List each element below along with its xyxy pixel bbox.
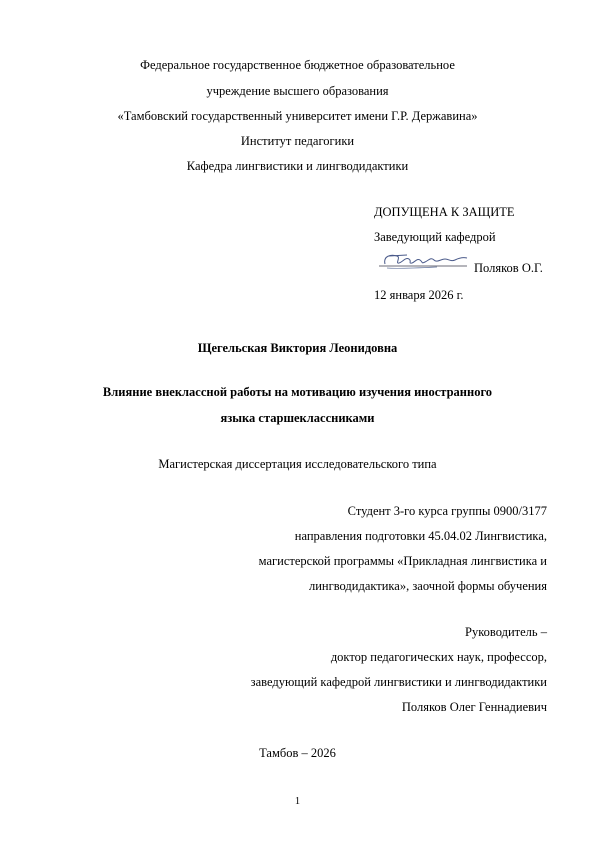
author-name: Щегельская Виктория Леонидовна <box>197 341 398 355</box>
signature-icon <box>377 250 469 272</box>
student-line-4: лингводидактика», заочной формы обучения <box>308 579 547 593</box>
supervisor-line-1: Руководитель – <box>465 625 547 639</box>
student-line-2: направления подготовки 45.04.02 Лингвистика, <box>294 529 547 543</box>
supervisor-line-3: заведующий кафедрой лингвистики и лингводидактики <box>250 675 547 689</box>
student-line-1: Студент 3-го курса группы 0900/3177 <box>347 504 547 518</box>
approval-date: 12 января 2026 г. <box>374 288 464 302</box>
student-line-3: магистерской программы «Прикладная лингвистика и <box>258 554 547 568</box>
department-name: Кафедра лингвистики и лингводидактики <box>186 159 409 173</box>
institution-line-2: учреждение высшего образования <box>206 84 389 98</box>
supervisor-line-4: Поляков Олег Геннадиевич <box>401 700 547 714</box>
institution-line-1: Федеральное государственное бюджетное образовательное <box>140 58 455 72</box>
page-number: 1 <box>294 796 301 807</box>
city-year: Тамбов – 2026 <box>259 746 336 760</box>
thesis-title-line-2: языка старшеклассниками <box>220 411 375 425</box>
work-type: Магистерская диссертация исследовательского типа <box>158 457 437 471</box>
supervisor-line-2: доктор педагогических наук, профессор, <box>330 650 547 664</box>
approval-role: Заведующий кафедрой <box>374 230 496 244</box>
institution-line-3: «Тамбовский государственный университет имени Г.Р. Державина» <box>117 109 478 123</box>
approval-status: ДОПУЩЕНА К ЗАЩИТЕ <box>374 205 515 219</box>
institute-name: Институт педагогики <box>240 134 355 148</box>
approval-name: Поляков О.Г. <box>474 261 543 275</box>
thesis-title-line-1: Влияние внеклассной работы на мотивацию изучения иностранного <box>102 385 493 399</box>
